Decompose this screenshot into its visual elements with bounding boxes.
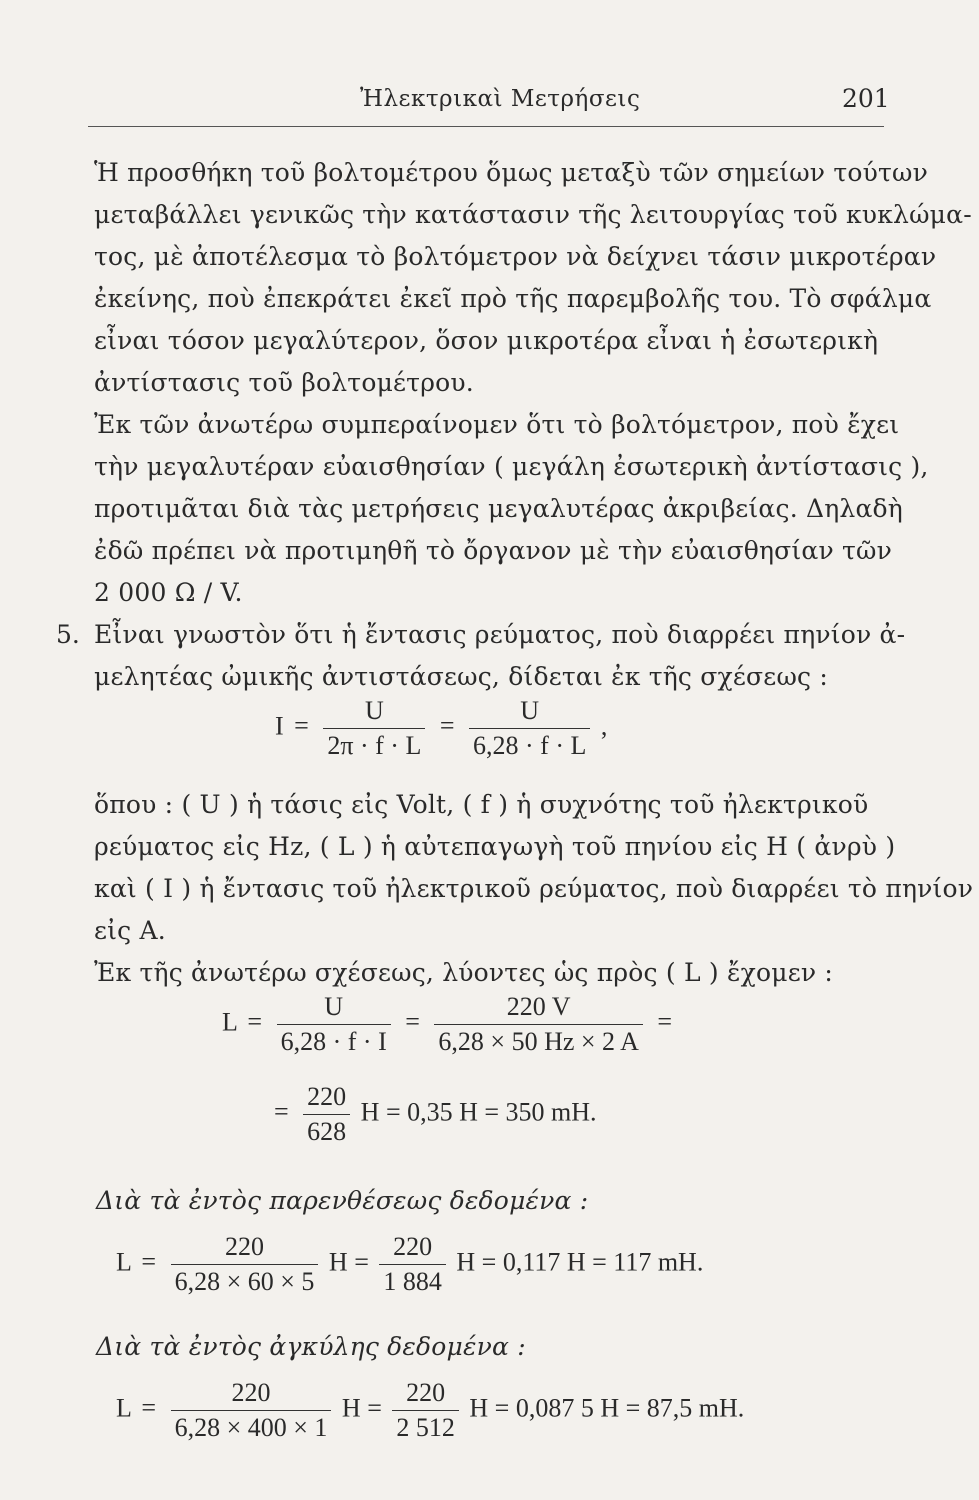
equals-sign: = (294, 711, 309, 741)
equals-sign: = (274, 1097, 289, 1127)
formula-tail: , (600, 711, 608, 741)
denominator: 2 512 (396, 1413, 455, 1442)
item-5-line: Εἶναι γνωστὸν ὅτι ἡ ἔντασις ρεύματος, ποὺ διαρρέει πηνίον ἀ- (94, 620, 906, 649)
formula-mid: H = (328, 1247, 369, 1277)
formula-brackets (116, 1378, 744, 1443)
fraction (469, 696, 590, 761)
paragraph-1-line: μεταβάλλει γενικῶς τὴν κατάστασιν τῆς λειτουργίας τοῦ κυκλώμα- (94, 200, 972, 229)
denominator: 6,28 · f · I (280, 1027, 387, 1056)
equals-sign: = (247, 1007, 263, 1037)
fraction (277, 992, 391, 1057)
numerator: 220 (379, 1232, 446, 1265)
denominator: 2π · f · L (327, 731, 422, 760)
item-5-line: μελητέας ὠμικῆς ἀντιστάσεως, δίδεται ἐκ τῆς σχέσεως : (94, 662, 829, 691)
formula-rest: H = 0,087 5 H = 87,5 mH. (469, 1393, 745, 1423)
formula-mid: H = (341, 1393, 382, 1423)
fraction (171, 1378, 332, 1443)
paragraph-1-line: ἐκείνης, ποὺ ἐπεκράτει ἐκεῖ πρὸ τῆς παρεμβολῆς του. Τὸ σφάλμα (94, 284, 932, 313)
paragraph-2-line: Ἐκ τῶν ἀνωτέρω συμπεραίνομεν ὅτι τὸ βολτόμετρον, ποὺ ἔχει (94, 410, 900, 439)
formula-rest: H = 0,35 H = 350 mH. (360, 1097, 597, 1127)
formula-result (270, 1082, 597, 1147)
formula-current (275, 696, 607, 761)
formula-rest: H = 0,117 H = 117 mH. (456, 1247, 704, 1277)
page-number: 201 (842, 84, 890, 113)
denominator: 6,28 · f · L (473, 731, 587, 760)
formula-lhs: L (116, 1393, 131, 1423)
denominator: 1 884 (383, 1267, 442, 1296)
numerator: U (469, 696, 590, 729)
paragraph-3-line: καὶ ( I ) ἡ ἔντασις τοῦ ἠλεκτρικοῦ ρεύματος, ποὺ διαρρέει τὸ πηνίον (94, 874, 974, 903)
paragraph-1-line: εἶναι τόσον μεγαλύτερον, ὅσον μικροτέρα εἶναι ἡ ἐσωτερικὴ (94, 326, 879, 355)
formula-lhs: L (116, 1247, 131, 1277)
paragraph-3-line: εἰς A. (94, 916, 166, 945)
formula-parentheses (116, 1232, 703, 1297)
numerator: 220 (303, 1082, 350, 1115)
denominator: 6,28 × 400 × 1 (174, 1413, 328, 1442)
running-header: Ἠλεκτρικαὶ Μετρήσεις (360, 86, 641, 112)
paragraph-3-line: ὅπου : ( U ) ἡ τάσις εἰς Volt, ( f ) ἡ συχνότης τοῦ ἠλεκτρικοῦ (94, 790, 869, 819)
paragraph-1-line: τος, μὲ ἀποτέλεσμα τὸ βολτόμετρον νὰ δείχνει τάσιν μικροτέραν (94, 242, 937, 271)
numerator: U (277, 992, 391, 1025)
fraction (379, 1232, 446, 1297)
equals-sign: = (141, 1393, 157, 1423)
numerator: 220 V (434, 992, 642, 1025)
subheading-parentheses: Διὰ τὰ ἐντὸς παρενθέσεως δεδομένα : (96, 1186, 589, 1215)
paragraph-3-line: ρεύματος εἰς Hz, ( L ) ἡ αὐτεπαγωγὴ τοῦ πηνίου εἰς H ( ἀνρὺ ) (94, 832, 896, 861)
formula-inductance (222, 992, 676, 1057)
equals-sign: = (657, 1007, 673, 1037)
fraction (303, 1082, 350, 1147)
numerator: 220 (171, 1378, 332, 1411)
paragraph-2-line: προτιμᾶται διὰ τὰς μετρήσεις μεγαλυτέρας ἀκριβείας. Δηλαδὴ (94, 494, 903, 523)
paragraph-1-line: ἀντίστασις τοῦ βολτομέτρου. (94, 368, 474, 397)
paragraph-1-line: Ἡ προσθήκη τοῦ βολτομέτρου ὅμως μεταξὺ τῶν σημείων τούτων (94, 158, 929, 187)
paragraph-2-line: τὴν μεγαλυτέραν εὐαισθησίαν ( μεγάλη ἐσωτερικὴ ἀντίστασις ), (94, 452, 929, 481)
equals-sign: = (439, 711, 455, 741)
paragraph-2-line: 2 000 Ω / V. (94, 578, 243, 607)
fraction (323, 696, 425, 761)
paragraph-2-line: ἐδῶ πρέπει νὰ προτιμηθῆ τὸ ὄργανον μὲ τὴν εὐαισθησίαν τῶν (94, 536, 893, 565)
fraction (434, 992, 642, 1057)
subheading-brackets: Διὰ τὰ ἐντὸς ἀγκύλης δεδομένα : (96, 1332, 526, 1361)
denominator: 628 (307, 1117, 347, 1146)
header-rule (88, 126, 884, 127)
equals-sign: = (405, 1007, 420, 1037)
formula-lhs: L (222, 1007, 237, 1037)
paragraph-4-line: Ἐκ τῆς ἀνωτέρω σχέσεως, λύοντες ὡς πρὸς ( L ) ἔχομεν : (94, 958, 834, 987)
formula-lhs: I (275, 711, 284, 741)
item-number: 5. (56, 620, 80, 649)
denominator: 6,28 × 60 × 5 (174, 1267, 315, 1296)
fraction (171, 1232, 319, 1297)
denominator: 6,28 × 50 Hz × 2 A (438, 1027, 639, 1056)
equals-sign: = (141, 1247, 157, 1277)
numerator: 220 (171, 1232, 319, 1265)
numerator: 220 (392, 1378, 459, 1411)
fraction (392, 1378, 459, 1443)
numerator: U (323, 696, 425, 729)
